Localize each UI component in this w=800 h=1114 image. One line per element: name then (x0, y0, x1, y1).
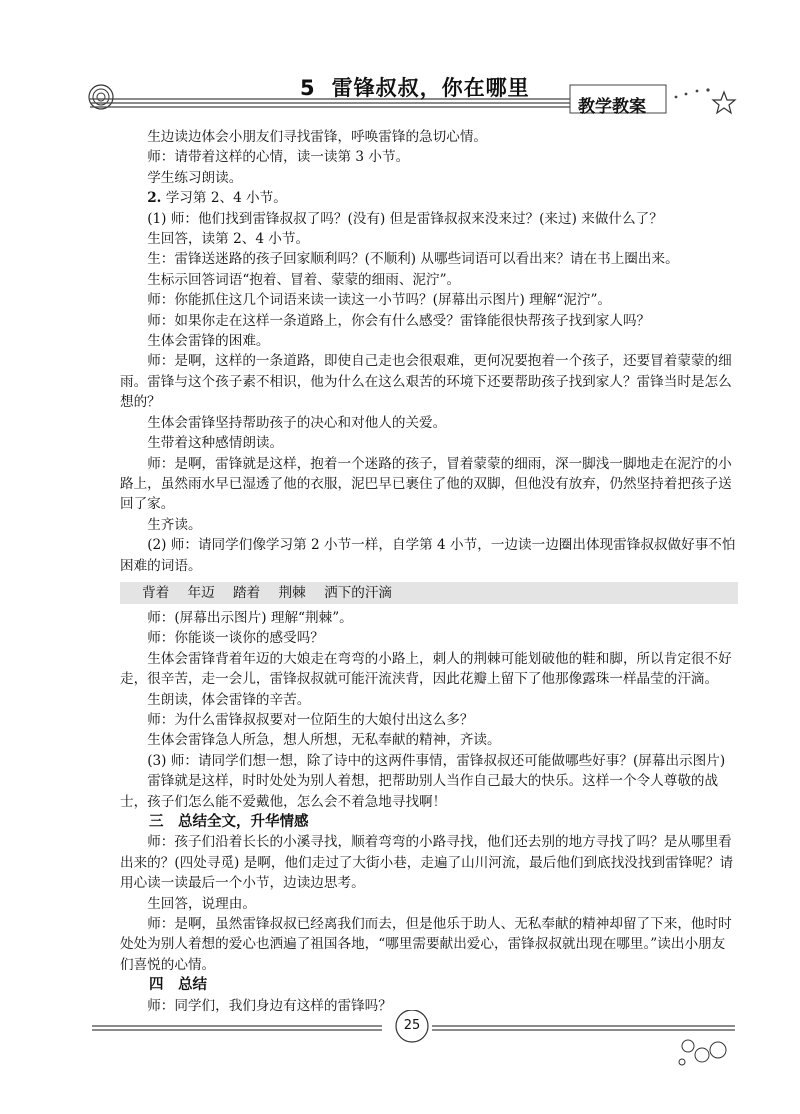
text-line: 学生练习朗读。 (147, 169, 243, 186)
chapter-title (300, 72, 530, 102)
brand-label: 教学教案 (578, 97, 646, 117)
text-line: 生回答，说理由。 (147, 895, 256, 912)
text-line: (3) 师：请同学们想一想，除了诗中的这两件事情，雷锋叔叔还可能做哪些好事？(屏幕出示图片) (147, 752, 726, 769)
keyword: 洒下的汗滴 (324, 584, 393, 601)
section-heading: 三 总结全文，升华情感 (149, 814, 309, 830)
text-line: (1) 师：他们找到雷锋叔叔了吗？(没有) 但是雷锋叔叔来没来过？(来过) 来做什么了？ (147, 210, 663, 227)
swirl-ornament-icon (89, 85, 113, 109)
chapter-number: 5 (300, 76, 316, 100)
paragraph: 师：是啊，雷锋就是这样，抱着一个迷路的孩子，冒着蒙蒙的细雨，深一脚浅一脚地走在泥泞的小路上，虽然雨水早已湿透了他的衣服，泥巴早已裹住了他的双脚，但他没有放弃，仍然坚持着把孩子送回了家。 (120, 455, 732, 513)
paragraph: (2) 师：请同学们像学习第 2 小节一样，自学第 4 小节，一边读一边圈出体现雷锋叔叔做好事不怕困难的词语。 (120, 537, 736, 574)
paragraph: 师：是啊，这样的一条道路，即使自己走也会很艰难，更何况要抱着一个孩子，还要冒着蒙蒙的细雨。雷锋与这个孩子素不相识，他为什么在这么艰苦的环境下还要帮助孩子找到家人？雷锋当时是怎么想的？ (120, 353, 732, 411)
text-line: 生回答，读第 2、4 小节。 (147, 231, 310, 248)
bubbles-decoration-icon (679, 1040, 726, 1065)
text-line: 生边读边体会小朋友们寻找雷锋，呼唤雷锋的急切心情。 (147, 129, 488, 145)
keyword: 荆棘 (278, 584, 306, 601)
star-decoration-icon (675, 88, 735, 113)
text-line: 师：你能抓住这几个词语来读一读这一小节吗？(屏幕出示图片) 理解“泥泞”。 (147, 292, 612, 309)
text-line: 师：为什么雷锋叔叔要对一位陌生的大娘付出这么多？ (147, 711, 474, 728)
text-line: 师：请带着这样的心情，读一读第 3 小节。 (147, 149, 410, 166)
lesson-content (120, 127, 738, 1016)
page-header (0, 0, 800, 140)
text-line: 生体会雷锋的困难。 (147, 333, 270, 350)
keyword: 背着 (142, 584, 170, 601)
header-decoration (0, 0, 800, 140)
paragraph: 雷锋就是这样，时时处处为别人着想，把帮助别人当作自己最大的快乐。这样一个令人尊敬的战士，孩子们怎么能不爱戴他，怎么会不着急地寻找啊！ (120, 773, 719, 810)
step-number: 2. (147, 190, 162, 207)
chapter-title-text: 雷锋叔叔，你在哪里 (331, 76, 530, 100)
text-line: 师：(屏幕出示图片) 理解“荆棘”。 (147, 609, 353, 626)
keyword: 踏着 (233, 584, 261, 601)
text-line: 生体会雷锋急人所急，想人所想，无私奉献的精神，齐读。 (147, 732, 501, 749)
paragraph: 生体会雷锋背着年迈的大娘走在弯弯的小路上，刺人的荆棘可能划破他的鞋和脚，所以肯定很不好走，很辛苦，走一会儿，雷锋叔叔就可能汗流浃背，因此花瓣上留下了他那像露珠一样晶莹的汗滴。 (120, 650, 732, 688)
keyword-bar (120, 582, 738, 604)
step-text: 学习第 2、4 小节。 (165, 190, 287, 207)
text-line: 生体会雷锋坚持帮助孩子的决心和对他人的关爱。 (147, 414, 447, 431)
text-line: 生齐读。 (147, 516, 202, 533)
paragraph: 师：孩子们沿着长长的小溪寻找，顺着弯弯的小路寻找，他们还去别的地方寻找了吗？是从哪里看出来的？(四处寻觅) 是啊，他们走过了大街小巷，走遍了山川河流，最后他们到底找没找到雷锋呢？请用心读一读最后一个小节，边读边思考。 (120, 834, 734, 892)
text-line: 生：雷锋送迷路的孩子回家顺利吗？(不顺利) 从哪些词语可以看出来？请在书上圈出来。 (147, 251, 679, 268)
paragraph: 师：是啊，虽然雷锋叔叔已经离我们而去，但是他乐于助人、无私奉献的精神却留了下来，他时时处处为别人着想的爱心也洒遍了祖国各地，“哪里需要献出爱心，雷锋叔叔就出现在哪里。”读出小朋友们喜悦的心情。 (120, 916, 732, 973)
step-heading (120, 188, 738, 208)
text-line: 师：你能谈一谈你的感受吗？ (147, 630, 324, 647)
text-line: 师：如果你走在这样一条道路上，你会有什么感受？雷锋能很快帮孩子找到家人吗？ (147, 312, 651, 329)
section-heading: 四 总结 (149, 977, 207, 994)
keyword: 年迈 (187, 584, 215, 601)
text-line: 生朗读，体会雷锋的辛苦。 (147, 691, 311, 708)
text-line: 生标示回答词语“抱着、冒着、蒙蒙的细雨、泥泞”。 (147, 271, 461, 288)
text-line: 生带着这种感情朗读。 (147, 435, 284, 452)
text-line: 师：同学们，我们身边有这样的雷锋吗？ (147, 997, 392, 1014)
page-number: 25 (403, 1018, 421, 1033)
